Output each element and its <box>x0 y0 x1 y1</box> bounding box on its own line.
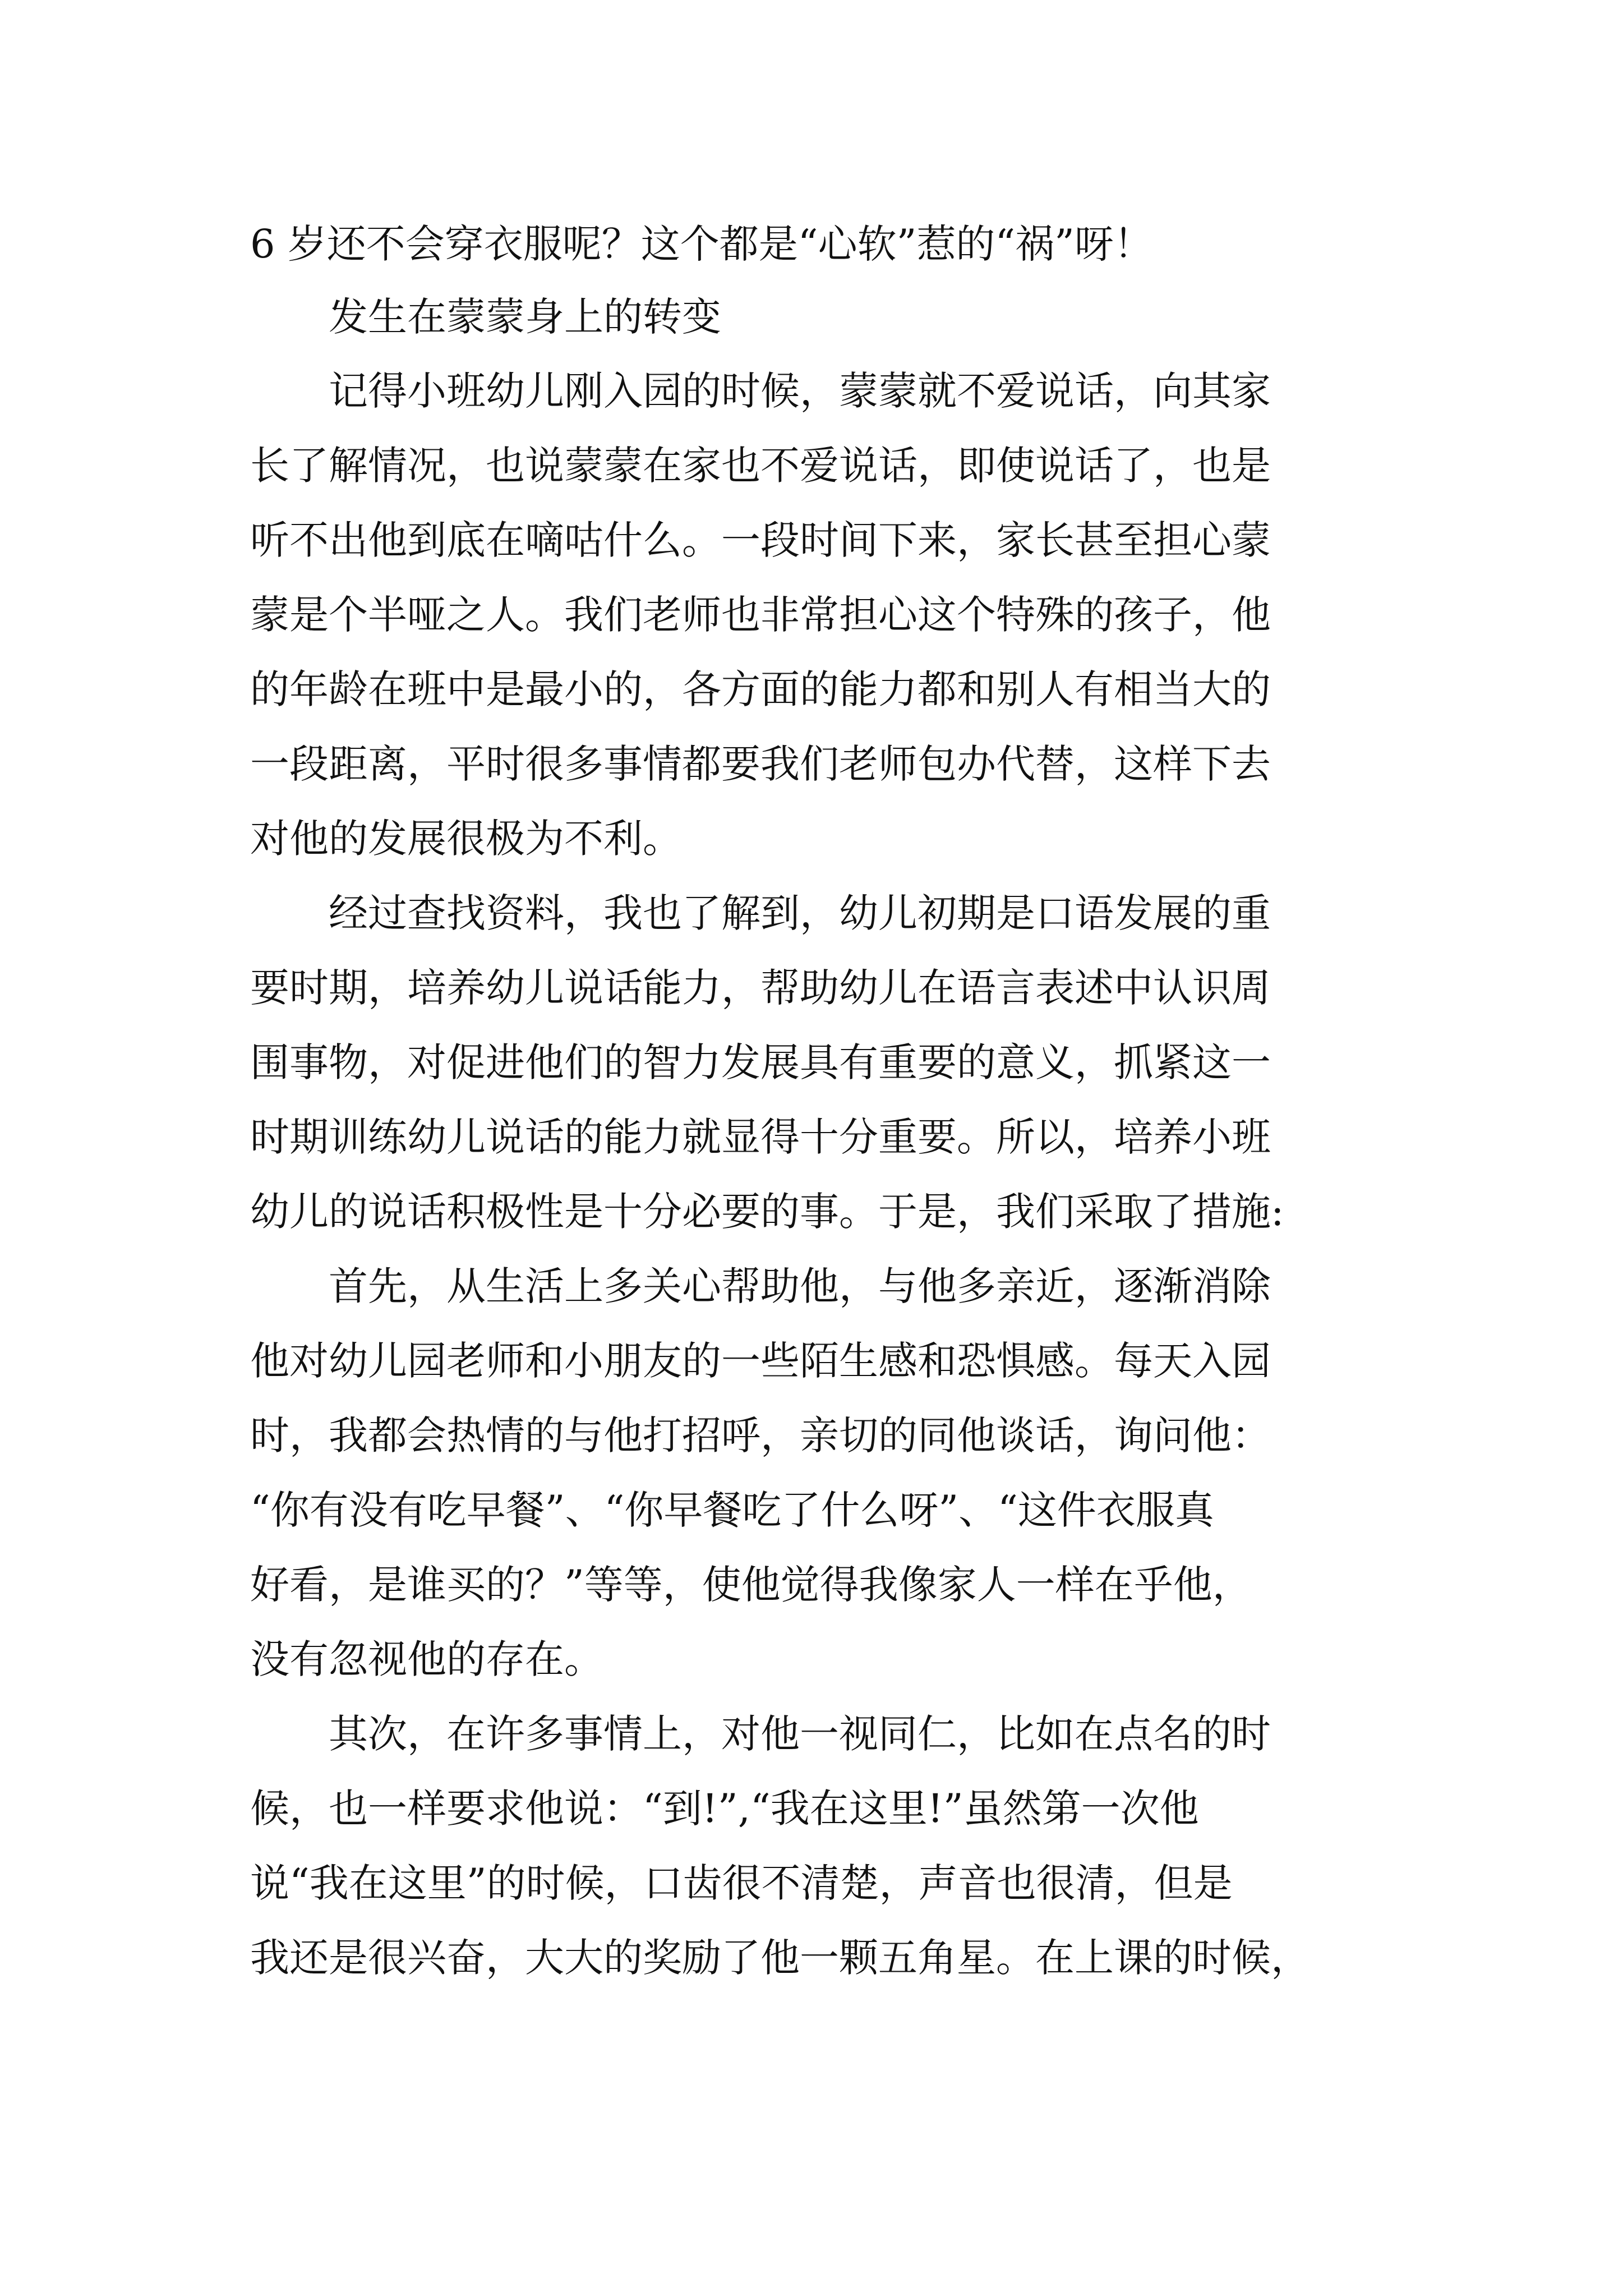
section-heading: 发生在蒙蒙身上的转变 <box>250 294 721 340</box>
text-line: 6 岁还不会穿衣服呢？这个都是“心软”惹的“祸”呀！ <box>250 221 1153 267</box>
text-line: 对他的发展很极为不利。 <box>250 816 682 862</box>
text-line: 首先，从生活上多关心帮助他，与他多亲近，逐渐消除 <box>250 1263 1271 1309</box>
text-line: 其次，在许多事情上，对他一视同仁，比如在点名的时 <box>250 1711 1271 1757</box>
text-line: 蒙是个半哑之人。我们老师也非常担心这个特殊的孩子，他 <box>250 592 1271 638</box>
text-line: 的年龄在班中是最小的，各方面的能力都和别人有相当大的 <box>250 666 1271 712</box>
text-line: “你有没有吃早餐”、“你早餐吃了什么呀”、“这件衣服真 <box>250 1487 1214 1533</box>
text-line: 我还是很兴奋，大大的奖励了他一颗五角星。在上课的时候， <box>250 1935 1310 1981</box>
text-line: 经过查找资料，我也了解到，幼儿初期是口语发展的重 <box>250 890 1271 936</box>
text-line: 听不出他到底在嘀咕什么。一段时间下来，家长甚至担心蒙 <box>250 517 1271 563</box>
text-line: 围事物，对促进他们的智力发展具有重要的意义，抓紧这一 <box>250 1039 1271 1085</box>
text-line: 时，我都会热情的与他打招呼，亲切的同他谈话，询问他： <box>250 1412 1271 1458</box>
text-line: 时期训练幼儿说话的能力就显得十分重要。所以，培养小班 <box>250 1114 1271 1160</box>
text-line: 要时期，培养幼儿说话能力，帮助幼儿在语言表述中认识周 <box>250 965 1271 1011</box>
text-line: 幼儿的说话积极性是十分必要的事。于是，我们采取了措施: <box>250 1189 1284 1235</box>
text-line: 他对幼儿园老师和小朋友的一些陌生感和恐惧感。每天入园 <box>250 1338 1271 1384</box>
text-line: 说“我在这里”的时候，口齿很不清楚，声音也很清，但是 <box>250 1860 1233 1906</box>
text-line: 候，也一样要求他说：“到!”,“我在这里!”虽然第一次他 <box>250 1786 1199 1832</box>
text-line: 长了解情况，也说蒙蒙在家也不爱说话，即使说话了，也是 <box>250 443 1271 489</box>
text-line: 一段距离，平时很多事情都要我们老师包办代替，这样下去 <box>250 741 1271 787</box>
text-line: 记得小班幼儿刚入园的时候，蒙蒙就不爱说话，向其家 <box>250 368 1271 414</box>
text-line: 没有忽视他的存在。 <box>250 1636 603 1682</box>
text-line: 好看，是谁买的？”等等，使他觉得我像家人一样在乎他， <box>250 1562 1252 1608</box>
